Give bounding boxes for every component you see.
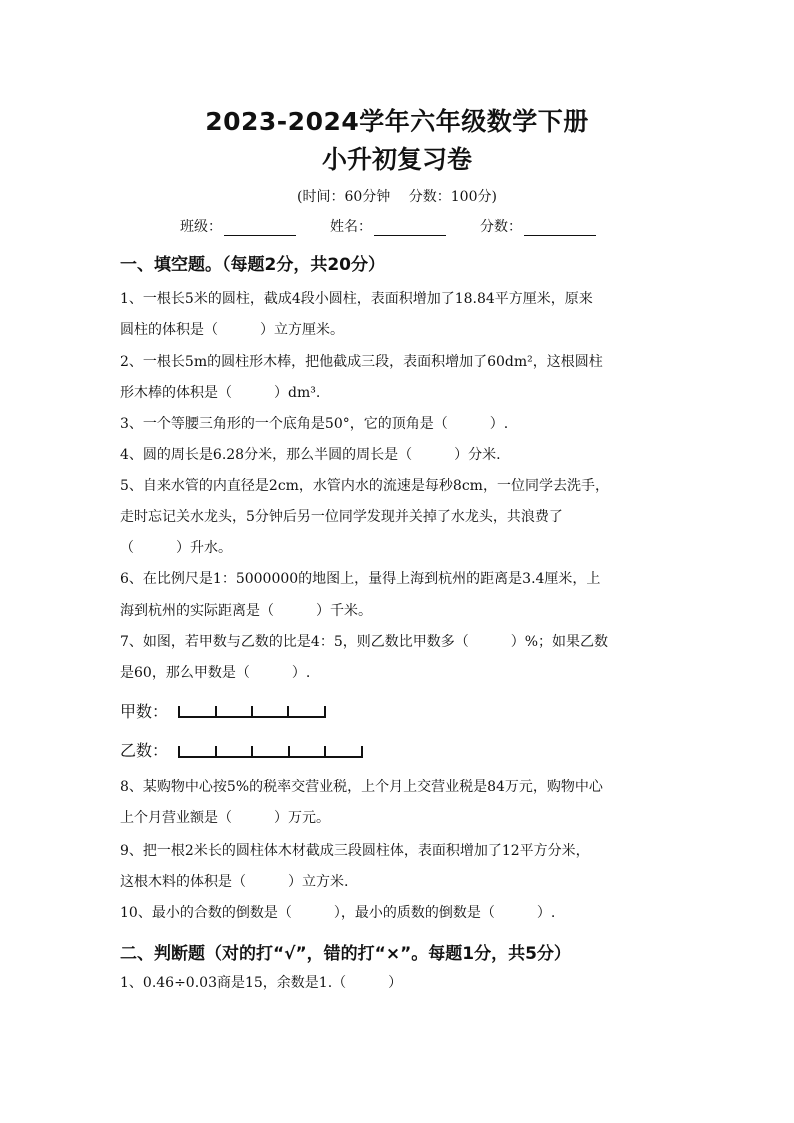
section2-title: 二、判断题（对的打“√”，错的打“×”。每题1分，共5分） <box>120 944 571 964</box>
score-field[interactable] <box>480 216 596 236</box>
question-line: 9、把一根2米长的圆柱体木材截成三段圆柱体，表面积增加了12平方分米， <box>120 843 590 859</box>
question-line: 4、圆的周长是6.28分米，那么半圆的周长是（ ）分米. <box>120 447 501 463</box>
question-line: 海到杭州的实际距离是（ ）千米。 <box>120 603 372 619</box>
question-line: 7、如图，若甲数与乙数的比是4：5，则乙数比甲数多（ ）%；如果乙数 <box>120 634 609 650</box>
question-line: 圆柱的体积是（ ）立方厘米。 <box>120 322 344 338</box>
class-field[interactable] <box>180 216 296 236</box>
question-line: （ ）升水。 <box>120 540 232 556</box>
score-label: 分数： <box>480 219 522 235</box>
score-blank[interactable] <box>524 219 596 236</box>
question-line: 5、自来水管的内直径是2cm，水管内水的流速是每秒8cm，一位同学去洗手， <box>120 478 609 494</box>
segment-tick <box>288 746 290 756</box>
name-label: 姓名： <box>330 219 372 235</box>
time-limit: (时间：60分钟 <box>297 189 391 205</box>
segment-tick <box>324 746 326 756</box>
question-line: 形木棒的体积是（ ）dm³. <box>120 385 321 401</box>
question-line: 1、一根长5米的圆柱，截成4段小圆柱，表面积增加了18.84平方厘米，原来 <box>120 291 593 307</box>
class-label: 班级： <box>180 219 222 235</box>
section1-title: 一、填空题。（每题2分，共20分） <box>120 255 385 275</box>
student-fields <box>180 216 630 236</box>
segment-tick <box>251 706 253 716</box>
question-line: 上个月营业额是（ ）万元。 <box>120 810 330 826</box>
question-line: 1、0.46÷0.03商是15，余数是1.（ ） <box>120 975 403 991</box>
question-line: 是60，那么甲数是（ ）. <box>120 665 311 681</box>
name-blank[interactable] <box>374 219 446 236</box>
segment-tick <box>215 706 217 716</box>
question-line: 2、一根长5m的圆柱形木棒，把他截成三段，表面积增加了60dm²，这根圆柱 <box>120 354 603 370</box>
question-line: 这根木料的体积是（ ）立方米. <box>120 874 349 890</box>
exam-title: 2023-2024学年六年级数学下册 <box>205 107 589 136</box>
diagram-label-yi: 乙数： <box>120 741 169 760</box>
exam-meta <box>0 186 794 206</box>
question-line: 8、某购物中心按5%的税率交营业税，上个月上交营业税是84万元，购物中心 <box>120 779 603 795</box>
segment-tick <box>251 746 253 756</box>
segment-tick <box>287 706 289 716</box>
exam-subtitle: 小升初复习卷 <box>321 145 472 174</box>
question-line: 走时忘记关水龙头，5分钟后另一位同学发现并关掉了水龙头，共浪费了 <box>120 509 563 525</box>
name-field[interactable] <box>330 216 446 236</box>
segment-bar-yi <box>178 746 363 758</box>
diagram-label-jia: 甲数： <box>120 702 169 721</box>
segment-bar-jia <box>178 706 326 718</box>
question-line: 3、一个等腰三角形的一个底角是50°，它的顶角是（ ）. <box>120 416 509 432</box>
segment-tick <box>215 746 217 756</box>
question-line: 6、在比例尺是1：5000000的地图上，量得上海到杭州的距离是3.4厘米，上 <box>120 571 601 587</box>
question-line: 10、最小的合数的倒数是（ ），最小的质数的倒数是（ ）. <box>120 905 556 921</box>
total-score: 分数：100分) <box>408 189 497 205</box>
class-blank[interactable] <box>224 219 296 236</box>
